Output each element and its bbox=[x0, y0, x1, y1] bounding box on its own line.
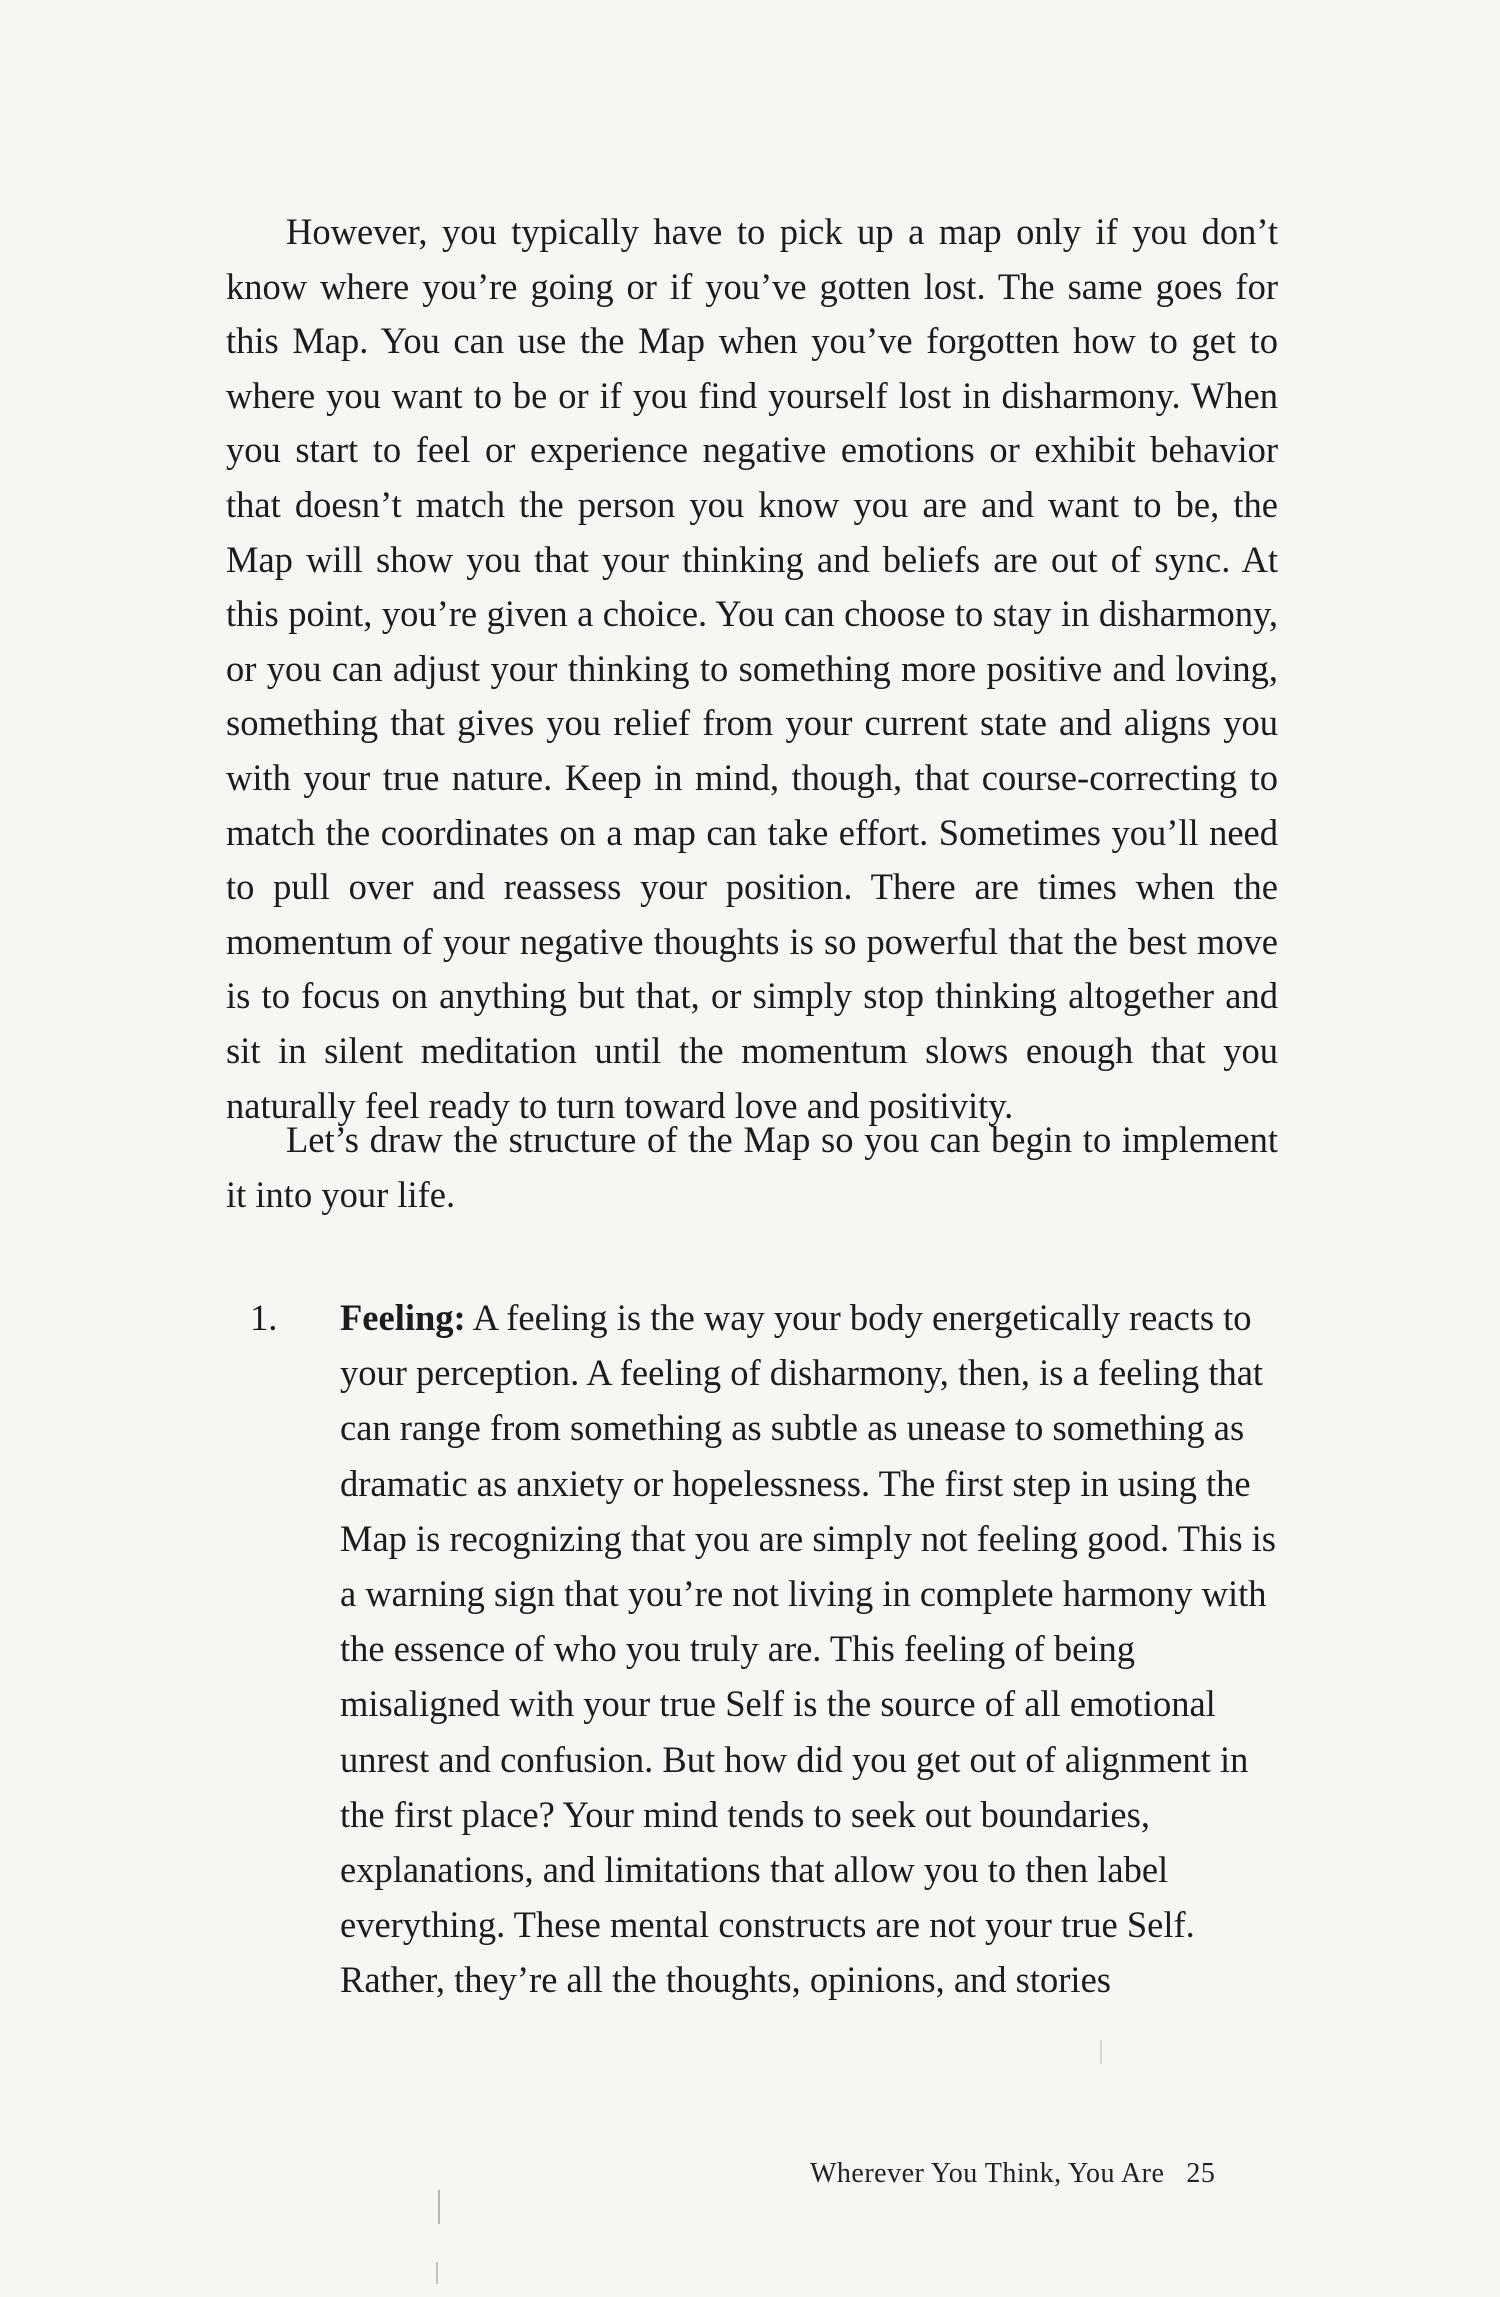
list-item-number: 1. bbox=[250, 1297, 278, 1338]
list-item bbox=[250, 1290, 1280, 2008]
list-item-term: Feeling: bbox=[340, 1297, 466, 1338]
scan-artifact bbox=[438, 2190, 440, 2224]
body-paragraph-2: Let’s draw the structure of the Map so you can begin to implement it into your life. bbox=[226, 1119, 1278, 1215]
scan-artifact bbox=[436, 2262, 438, 2284]
numbered-list bbox=[250, 1290, 1280, 2008]
scan-artifact bbox=[1100, 2040, 1102, 2064]
body-paragraph-1: However, you typically have to pick up a map only if you don’t know where you’re going or if you’ve gotten lost. The same goes for this Map. You can use the Map when you’ve forgotten how to get to where you want to be or if you find yourself lost in disharmony. When you start to feel or experience negative emotions or exhibit behavior that doesn’t match the person you know you are and want to be, the Map will show you that your thinking and beliefs are out of sync. At this point, you’re given a choice. You can choose to stay in disharmony, or you can adjust your thinking to something more positive and loving, something that gives you relief from your current state and aligns you with your true nature. Keep in mind, though, that course-correcting to match the coordinates on a map can take effort. Sometimes you’ll need to pull over and reassess your position. There are times when the momentum of your negative thoughts is so powerful that the best move is to focus on anything but that, or simply stop thinking altogether and sit in silent meditation until the momentum slows enough that you naturally feel ready to turn toward love and positivity. bbox=[226, 211, 1278, 1126]
running-title: Wherever You Think, You Are bbox=[810, 2158, 1165, 2189]
list-item-text: A feeling is the way your body energetically reacts to your perception. A feeling of disharmony, then, is a feeling that can range from something as subtle as unease to something as dramatic as anxiety or hopelessness. The first step in using the Map is recognizing that you are simply not feeling good. This is a warning sign that you’re not living in complete harmony with the essence of who you truly are. This feeling of being misaligned with your true Self is the source of all emotional unrest and confusion. But how did you get out of alignment in the first place? Your mind tends to seek out boundaries, explanations, and limitations that allow you to then label everything. These mental constructs are not your true Self. Rather, they’re all the thoughts, opinions, and stories bbox=[340, 1297, 1277, 2001]
page-number: 25 bbox=[1186, 2158, 1216, 2189]
page-footer bbox=[810, 2158, 1215, 2190]
